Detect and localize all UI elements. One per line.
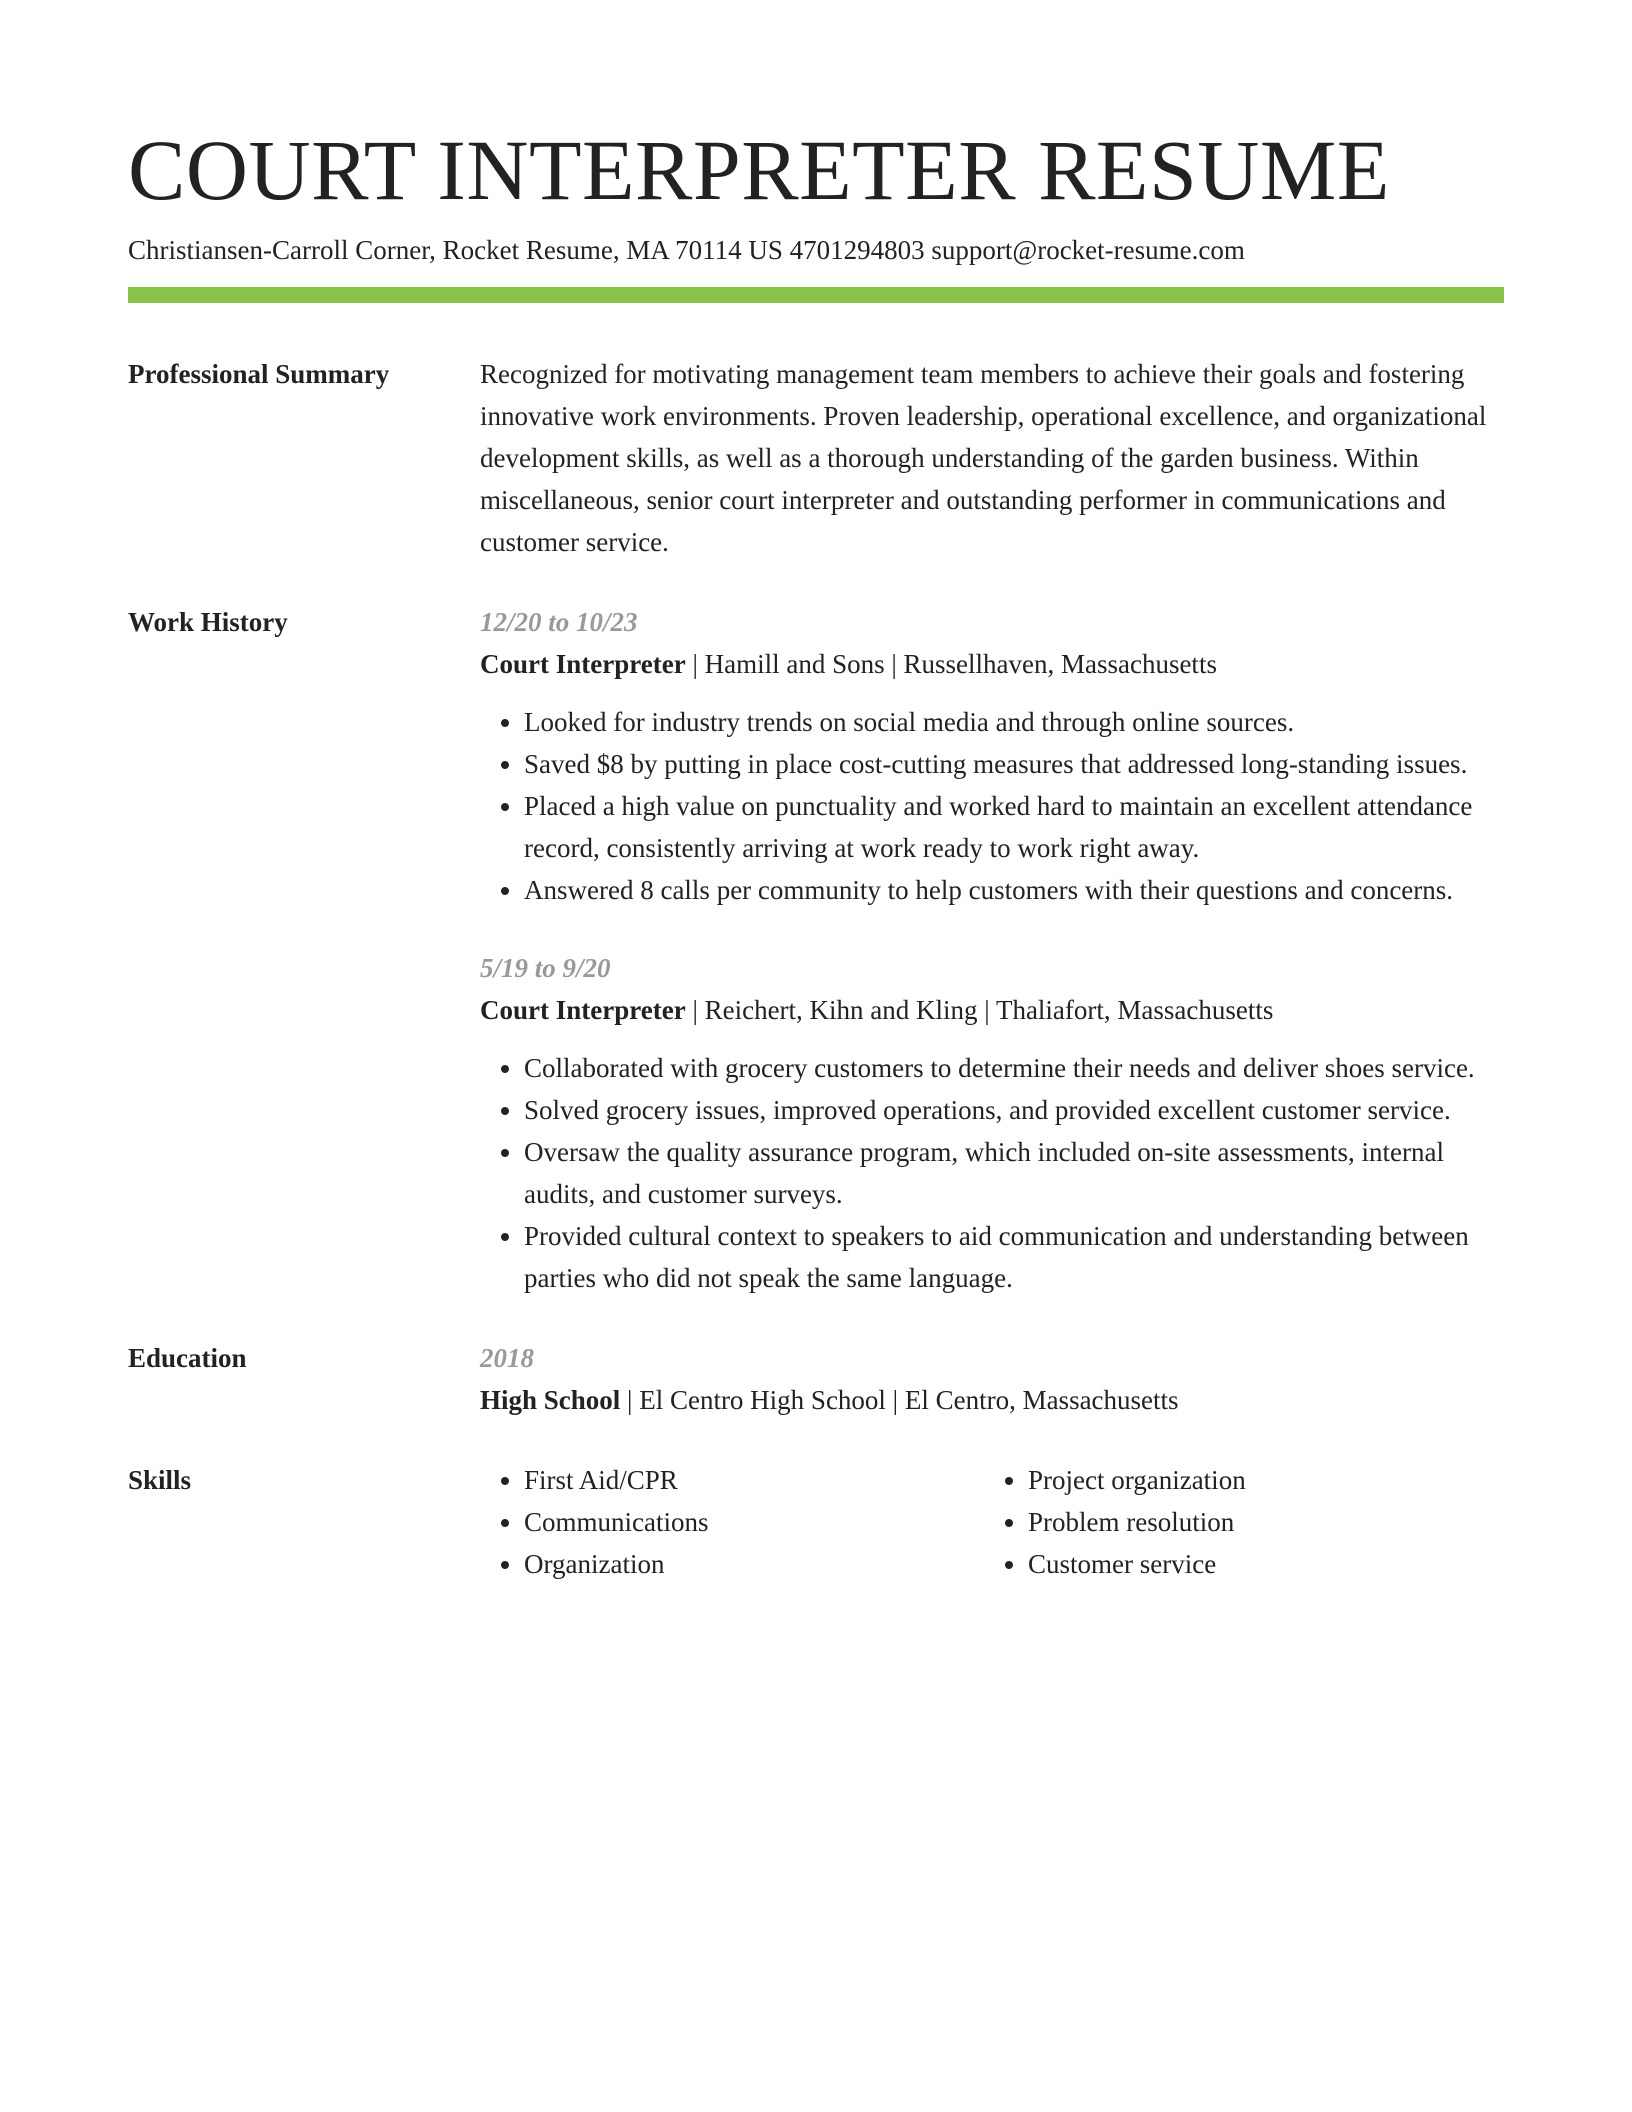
resume-title: COURT INTERPRETER RESUME <box>128 122 1390 218</box>
summary-section <box>128 353 1504 563</box>
job-entry <box>480 601 1504 911</box>
job-bullets <box>480 701 1504 911</box>
job-bullet: • Placed a high value on punctuality and worked hard to maintain an excellent attendance record, consistently arriving at work ready to work right away. <box>524 785 1504 869</box>
education-heading: Education <box>128 1343 247 1373</box>
job-details: | Reichert, Kihn and Kling | Thaliafort, Massachusetts <box>685 995 1274 1025</box>
job-dates: 12/20 to 10/23 <box>480 607 638 637</box>
skill-item: • Organization <box>524 1543 984 1585</box>
work-history-heading: Work History <box>128 607 288 637</box>
skills-section <box>128 1459 1504 1585</box>
skills-heading: Skills <box>128 1465 192 1495</box>
skills-column-right <box>984 1459 1488 1585</box>
work-history-section <box>128 601 1504 1299</box>
accent-divider <box>128 287 1504 303</box>
skill-item: • Project organization <box>1028 1459 1488 1501</box>
summary-text: Recognized for motivating management team members to achieve their goals and fostering innovative work environments. Proven leadership, operational excellence, and organizational development skills, as well as a thorough understanding of the garden business. Within miscellaneous, senior court interpreter and outstanding performer in communications and customer service. <box>480 359 1487 557</box>
job-heading <box>480 989 1504 1031</box>
education-heading-line <box>480 1379 1504 1421</box>
job-bullets <box>480 1047 1504 1299</box>
summary-heading: Professional Summary <box>128 359 390 389</box>
education-degree: High School <box>480 1385 621 1415</box>
job-bullet: • Oversaw the quality assurance program, which included on-site assessments, internal audits, and customer surveys. <box>524 1131 1504 1215</box>
job-dates: 5/19 to 9/20 <box>480 953 611 983</box>
skill-item: • First Aid/CPR <box>524 1459 984 1501</box>
job-bullet: • Solved grocery issues, improved operations, and provided excellent customer service. <box>524 1089 1504 1131</box>
job-bullet: • Provided cultural context to speakers to aid communication and understanding between parties who did not speak the same language. <box>524 1215 1504 1299</box>
job-bullet: • Looked for industry trends on social media and through online sources. <box>524 701 1504 743</box>
job-details: | Hamill and Sons | Russellhaven, Massachusetts <box>685 649 1217 679</box>
job-title: Court Interpreter <box>480 995 686 1025</box>
contact-line: Christiansen-Carroll Corner, Rocket Resume, MA 70114 US 4701294803 support@rocket-resume.com <box>128 235 1245 265</box>
education-year: 2018 <box>480 1343 534 1373</box>
job-bullet: • Answered 8 calls per community to help customers with their questions and concerns. <box>524 869 1504 911</box>
job-bullet: • Collaborated with grocery customers to determine their needs and deliver shoes service. <box>524 1047 1504 1089</box>
education-details: | El Centro High School | El Centro, Massachusetts <box>620 1385 1179 1415</box>
skills-column-left <box>480 1459 984 1585</box>
job-title: Court Interpreter <box>480 649 686 679</box>
job-entry <box>480 947 1504 1299</box>
education-section <box>128 1337 1504 1421</box>
skill-item: • Communications <box>524 1501 984 1543</box>
skill-item: • Problem resolution <box>1028 1501 1488 1543</box>
job-bullet: • Saved $8 by putting in place cost-cutting measures that addressed long-standing issues. <box>524 743 1504 785</box>
skill-item: • Customer service <box>1028 1543 1488 1585</box>
job-heading <box>480 643 1504 685</box>
